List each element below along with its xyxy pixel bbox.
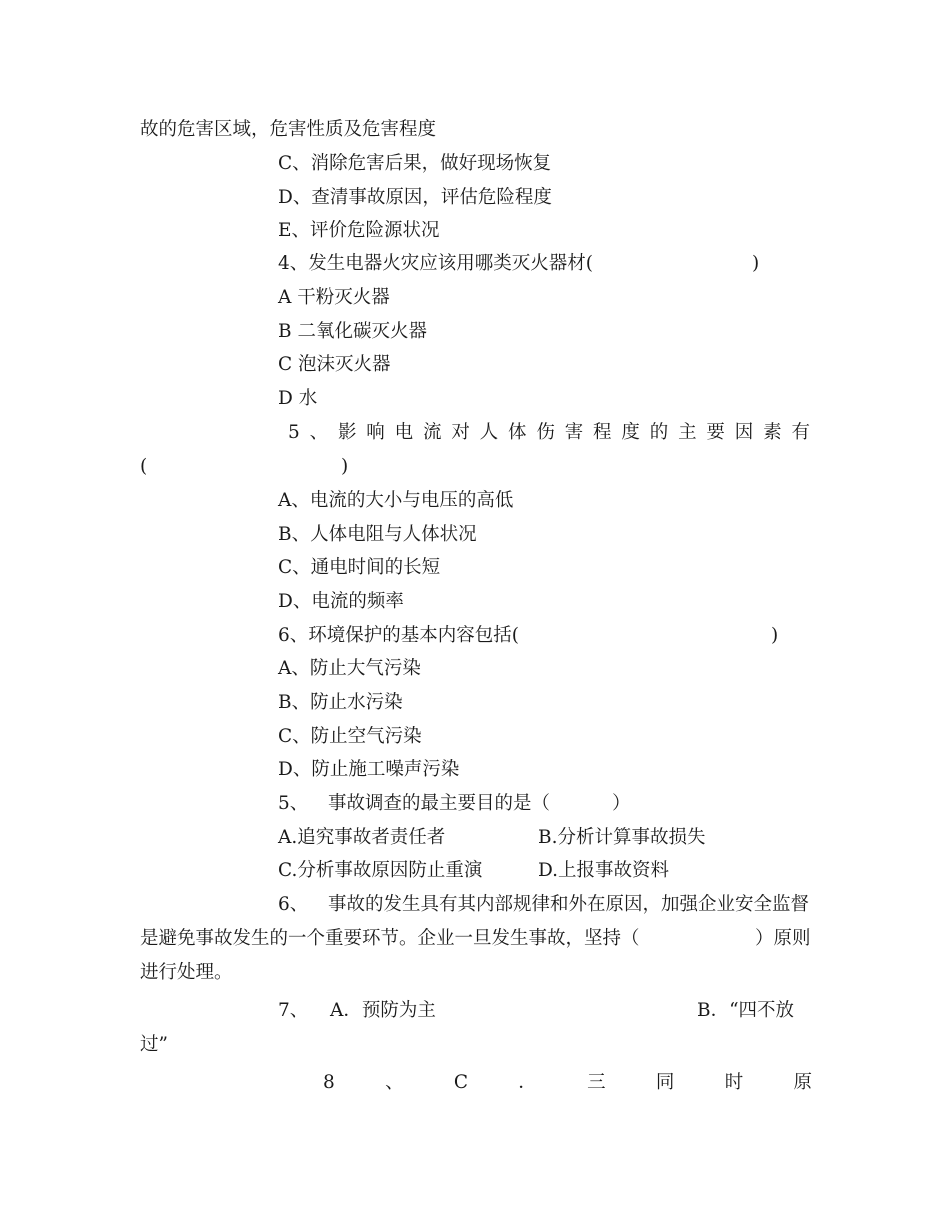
q6-environment-option-b: B、防止水污染 xyxy=(278,692,403,713)
q5-accident-number: 5、 xyxy=(278,793,309,814)
q4-option-d: D 水 xyxy=(278,388,318,409)
spread-glyph: 电 xyxy=(394,422,414,443)
item7-option-a: A．预防为主 xyxy=(330,1000,436,1021)
spread-glyph: 素 xyxy=(763,422,782,443)
q5-current-option-c: C、通电时间的长短 xyxy=(278,557,441,578)
spread-glyph: 的 xyxy=(649,422,669,443)
q5-accident-stem: 事故调查的最主要目的是（ xyxy=(328,793,551,814)
q5-accident-option-d: D.上报事故资料 xyxy=(538,860,670,881)
spread-glyph: 、 xyxy=(385,1072,404,1093)
spread-glyph: 人 xyxy=(479,422,499,443)
q6-accident-line2-tail: ）原则 xyxy=(755,928,811,949)
item7-number: 7、 xyxy=(278,1000,309,1021)
q6-accident-line3: 进行处理。 xyxy=(140,962,233,983)
q3-option-c: C、消除危害后果，做好现场恢复 xyxy=(278,153,552,174)
q4-option-a: A 干粉灭火器 xyxy=(278,287,390,308)
q4-close-paren: ) xyxy=(752,253,760,274)
spread-glyph: 8 xyxy=(323,1072,335,1093)
q6-environment-stem: 6、环境保护的基本内容包括( xyxy=(278,625,519,646)
spread-glyph: 同 xyxy=(655,1072,675,1093)
q5-accident-option-a: A.追究事故者责任者 xyxy=(278,827,446,848)
item7-option-b-continued: 过” xyxy=(140,1034,168,1055)
spread-glyph: 、 xyxy=(309,422,329,443)
spread-glyph: ． xyxy=(518,1072,537,1093)
q3-option-e: E、评价危险源状况 xyxy=(278,220,440,241)
q6-environment-option-a: A、防止大气污染 xyxy=(278,658,421,679)
spread-glyph: 有 xyxy=(791,422,810,443)
q4-option-b: B 二氧化碳灭火器 xyxy=(278,321,427,342)
q6-accident-line2: 是避免事故发生的一个重要环节。企业一旦发生事故，坚持（ xyxy=(140,928,640,949)
spread-glyph: 主 xyxy=(678,422,697,443)
q4-option-c: C 泡沫灭火器 xyxy=(278,354,391,375)
q6-environment-option-c: C、防止空气污染 xyxy=(278,726,422,747)
spread-glyph: 要 xyxy=(706,422,725,443)
spread-glyph: C xyxy=(453,1072,469,1093)
q5-accident-option-c: C.分析事故原因防止重演 xyxy=(278,860,483,881)
spread-glyph: 流 xyxy=(422,422,442,443)
spread-glyph: 因 xyxy=(734,422,754,443)
item8-text xyxy=(323,1071,812,1095)
spread-glyph: 5 xyxy=(288,422,300,443)
q5-current-option-a: A、电流的大小与电压的高低 xyxy=(278,490,514,511)
spread-glyph: 程 xyxy=(593,422,612,443)
q3-continued-text: 故的危害区域，危害性质及危害程度 xyxy=(140,119,437,140)
q3-option-d: D、查清事故原因，评估危险程度 xyxy=(278,187,552,208)
q6-environment-close-paren: ) xyxy=(771,625,779,646)
q5-accident-close-paren: ） xyxy=(612,793,631,814)
q5-current-option-b: B、人体电阻与人体状况 xyxy=(278,524,477,545)
q6-accident-number: 6、 xyxy=(278,894,309,915)
spread-glyph: 对 xyxy=(451,422,470,443)
q6-environment-option-d: D、防止施工噪声污染 xyxy=(278,759,460,780)
q5-current-open-paren: ( xyxy=(140,456,148,477)
spread-glyph: 伤 xyxy=(536,422,555,443)
item7-option-b: B．“四不放 xyxy=(697,1000,795,1021)
spread-glyph: 原 xyxy=(793,1072,812,1093)
spread-glyph: 体 xyxy=(508,422,527,443)
spread-glyph: 响 xyxy=(366,422,385,443)
spread-glyph: 害 xyxy=(564,422,584,443)
spread-glyph: 时 xyxy=(724,1072,744,1093)
q4-stem: 4、发生电器火灾应该用哪类灭火器材( xyxy=(278,253,593,274)
q5-accident-option-b: B.分析计算事故损失 xyxy=(538,827,706,848)
q6-accident-line1: 事故的发生具有其内部规律和外在原因，加强企业安全监督 xyxy=(328,894,810,915)
spread-glyph: 三 xyxy=(587,1072,606,1093)
spread-glyph: 度 xyxy=(621,422,640,443)
q5-current-close-paren: ) xyxy=(341,456,349,477)
spread-glyph: 影 xyxy=(337,422,357,443)
q5-current-option-d: D、电流的频率 xyxy=(278,591,404,612)
q5-current-stem xyxy=(288,421,810,445)
